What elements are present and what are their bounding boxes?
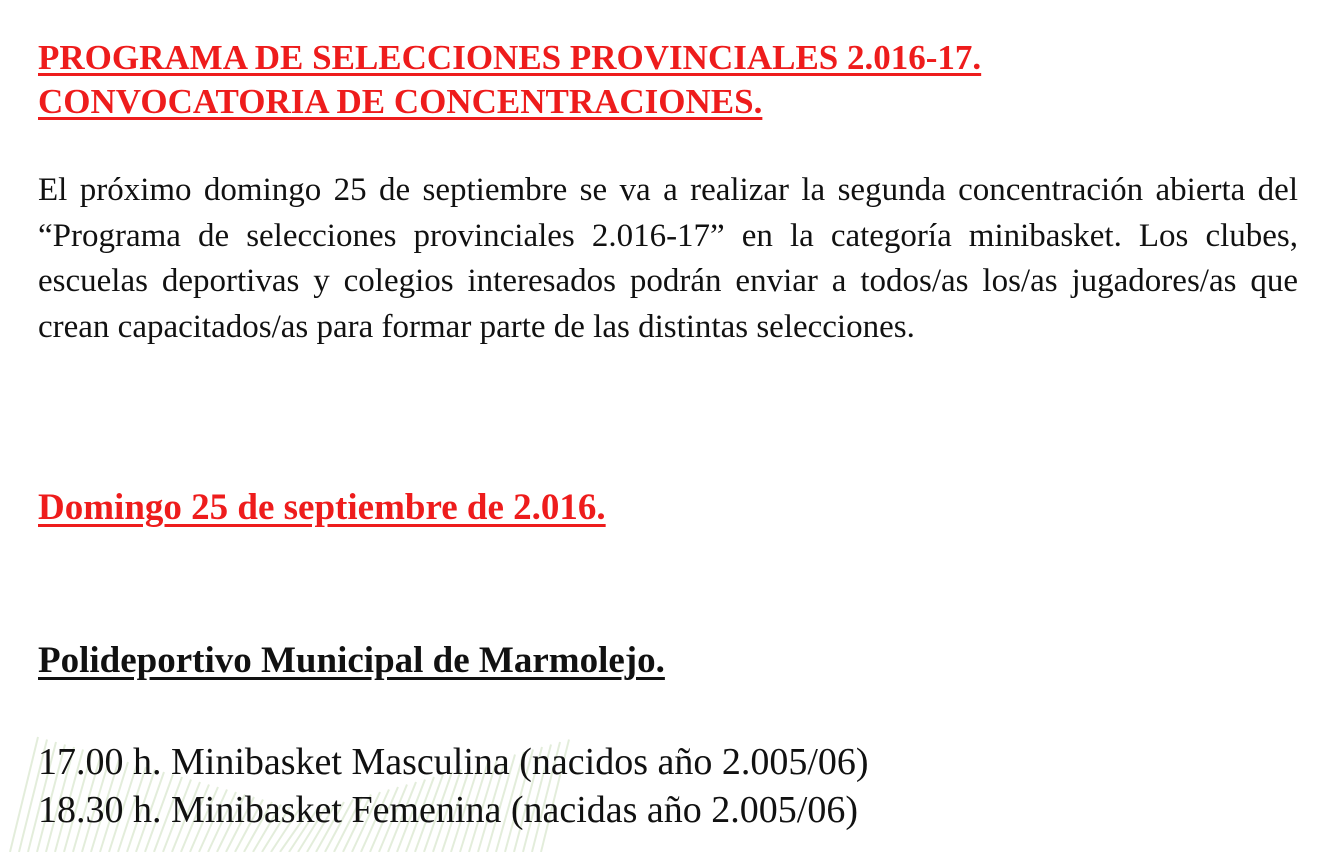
venue-heading: Polideportivo Municipal de Marmolejo.: [38, 640, 665, 681]
document-title-line-1: PROGRAMA DE SELECCIONES PROVINCIALES 2.016-17.: [38, 38, 982, 77]
document-title-line-2: CONVOCATORIA DE CONCENTRACIONES.: [38, 82, 763, 121]
event-date-heading: Domingo 25 de septiembre de 2.016.: [38, 487, 606, 528]
schedule-list: [38, 738, 869, 834]
schedule-item-masculina: 17.00 h. Minibasket Masculina (nacidos año 2.005/06): [38, 741, 869, 783]
schedule-item-femenina: 18.30 h. Minibasket Femenina (nacidas año 2.005/06): [38, 789, 859, 831]
intro-paragraph: El próximo domingo 25 de septiembre se va a realizar la segunda concentración abierta del “Programa de selecciones provinciales 2.016-17” en la categoría minibasket. Los clubes, escuelas deportivas y colegios interesados podrán enviar a todos/as los/as jugadores/as que crean capacitados/as para formar parte de las distintas selecciones.: [38, 172, 1298, 345]
